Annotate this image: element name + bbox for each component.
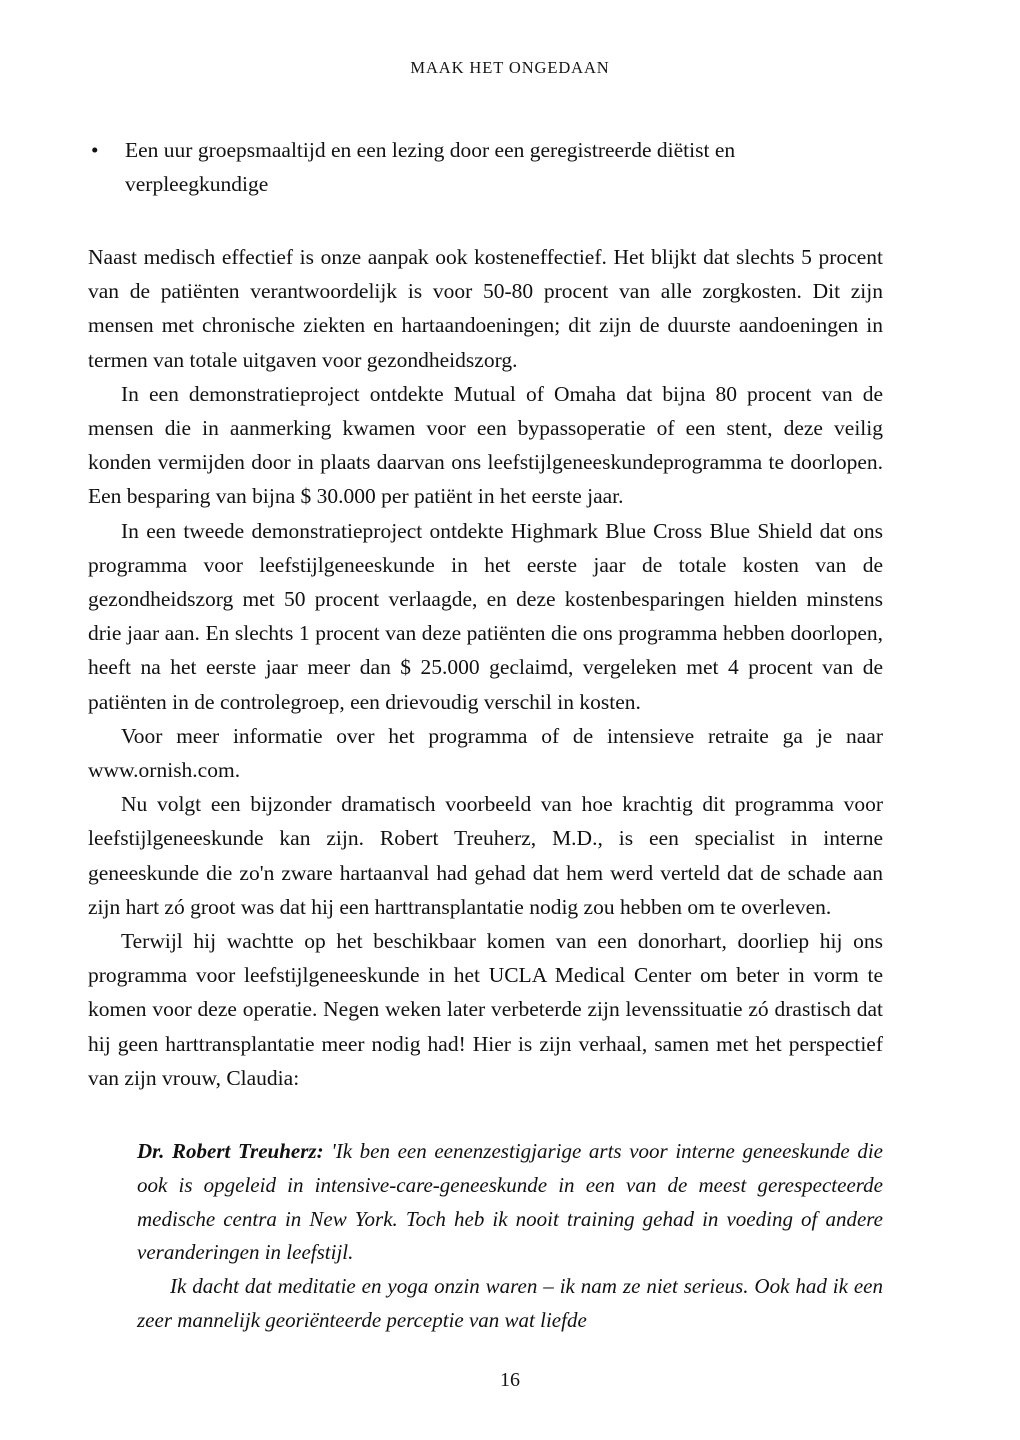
body-paragraph: Terwijl hij wachtte op het beschikbaar komen van een donorhart, doorliep hij ons programma voor leefstijlgeneeskunde in het UCLA Medical Center om beter in vorm te komen voor deze operatie. Negen weken later verbeterde zijn levenssituatie zó drastisch dat hij geen harttransplantatie meer nodig had! Hier is zijn verhaal, samen met het perspectief van zijn vrouw, Claudia: (88, 929, 883, 1090)
body-paragraph: Naast medisch effectief is onze aanpak ook kosteneffectief. Het blijkt dat slechts 5 procent van de patiënten verantwoordelijk is voor 50-80 procent van alle zorgkosten. Dit zijn mensen met chronische ziekten en hartaandoeningen; dit zijn de duurste aandoeningen in termen van totale uitgaven voor gezondheidszorg. (88, 245, 883, 372)
page-content (88, 133, 883, 1338)
bullet-dot-icon: • (91, 138, 99, 162)
list-item-label: Een uur groepsmaaltijd en een lezing door een geregistreerde diëtist en verpleegkundige (125, 138, 736, 196)
page-number: 16 (500, 1369, 520, 1391)
quote-paragraph: Ik dacht dat meditatie en yoga onzin waren – ik nam ze niet serieus. Ook had ik een zeer mannelijk georiënteerde perceptie van wat liefde (137, 1274, 883, 1333)
body-paragraph: Voor meer informatie over het programma of de intensieve retraite ga je naar www.ornish.com. (88, 723, 883, 783)
block-quote (137, 1135, 883, 1338)
list-item (88, 133, 883, 201)
quote-paragraph (137, 1135, 883, 1270)
quote-text: 'Ik ben een eenenzestigjarige arts voor interne geneeskunde die ook is opgeleid in intensive-care-geneeskunde in een van de meest gerespecteerde medische centra in New York. Toch heb ik nooit training gehad in voeding of andere veranderingen in leefstijl. (137, 1139, 883, 1265)
body-paragraph: Nu volgt een bijzonder dramatisch voorbeeld van hoe krachtig dit programma voor leefstijlgeneeskunde kan zijn. Robert Treuherz, M.D., is een specialist in interne geneeskunde die zo'n zware hartaanval had gehad dat hem werd verteld dat de schade aan zijn hart zó groot was dat hij een harttransplantatie nodig zou hebben om te overleven. (88, 792, 883, 919)
bullet-list (88, 133, 883, 201)
body-paragraph: In een demonstratieproject ontdekte Mutual of Omaha dat bijna 80 procent van de mensen die in aanmerking kwamen voor een bypassoperatie of een stent, deze veilig konden vermijden door in plaats daarvan ons leefstijlgeneeskundeprogramma te doorlopen. Een besparing van bijna $ 30.000 per patiënt in het eerste jaar. (88, 381, 883, 509)
quote-speaker: Dr. Robert Treuherz: (137, 1139, 324, 1164)
body-paragraph: In een tweede demonstratieproject ontdekte Highmark Blue Cross Blue Shield dat ons programma voor leefstijlgeneeskunde in het eerste jaar de totale kosten van de gezondheidszorg met 50 procent verlaagde, en deze kostenbesparingen hielden minstens drie jaar aan. En slechts 1 procent van deze patiënten die ons programma hebben doorlopen, heeft na het eerste jaar meer dan $ 25.000 geclaimd, vergeleken met 4 procent van de patiënten in de controlegroep, een drievoudig verschil in kosten. (88, 518, 883, 714)
running-head: MAAK HET ONGEDAAN (410, 58, 610, 77)
